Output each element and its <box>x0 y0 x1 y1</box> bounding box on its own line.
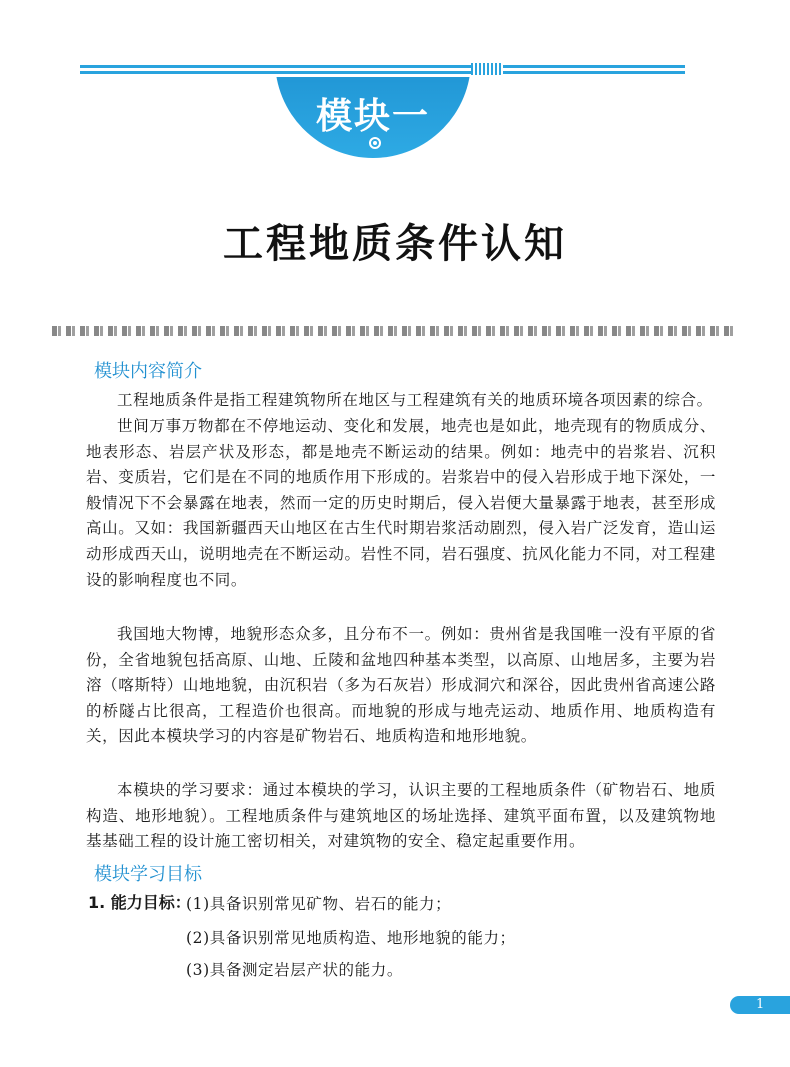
paragraph: 工程地质条件是指工程建筑物所在地区与工程建筑有关的地质环境各项因素的综合。 <box>117 391 713 409</box>
paragraph: 我国地大物博，地貌形态众多，且分布不一。例如：贵州省是我国唯一没有平原的省份，全省地貌包括高原、山地、丘陵和盆地四种基本类型，以高原、山地居多，主要为岩溶（喀斯特）山地地貌，由沉积岩（多为石灰岩）形成洞穴和深谷，因此贵州省高速公路的桥隧占比很高，工程造价也很高。而地貌的形成与地壳运动、地质作用、地质构造有关，因此本模块学习的内容是矿物岩石、地质构造和地形地貌。 <box>86 625 716 746</box>
goal-item: (2)具备识别常见地质构造、地形地貌的能力； <box>186 929 516 947</box>
section-heading-goals: 模块学习目标 <box>94 864 202 885</box>
goal-item: (3)具备测定岩层产状的能力。 <box>186 961 403 979</box>
badge-rule-bottom <box>275 71 471 74</box>
goal-item: (1)具备识别常见矿物、岩石的能力； <box>186 895 452 913</box>
badge-rule-top <box>275 65 471 68</box>
page-number: 1 <box>756 997 765 1012</box>
target-icon <box>369 137 381 149</box>
ornamental-divider <box>52 326 738 336</box>
paragraph: 世间万事万物都在不停地运动、变化和发展，地壳也是如此，地壳现有的物质成分、地表形态、岩层产状及形态，都是地壳不断运动的结果。例如：地壳中的岩浆岩、沉积岩、变质岩，它们是在不同的地质作用下形成的。岩浆岩中的侵入岩形成于地下深处，一般情况下不会暴露在地表，然而一定的历史时期后，侵入岩便大量暴露于地表，甚至形成高山。又如：我国新疆西天山地区在古生代时期岩浆活动剧烈，侵入岩广泛发育，造山运动形成西天山，说明地壳在不断运动。岩性不同，岩石强度、抗风化能力不同，对工程建设的影响程度也不同。 <box>86 417 716 589</box>
paragraph: 本模块的学习要求：通过本模块的学习，认识主要的工程地质条件（矿物岩石、地质构造、地形地貌）。工程地质条件与建筑地区的场址选择、建筑平面布置，以及建筑物地基基础工程的设计施工密切相关，对建筑物的安全、稳定起重要作用。 <box>86 781 716 851</box>
page-title: 工程地质条件认知 <box>223 221 567 267</box>
module-label: 模块一 <box>315 96 430 137</box>
goal-label: 1. 能力目标： <box>88 893 191 912</box>
section-heading-intro: 模块内容简介 <box>94 361 202 382</box>
